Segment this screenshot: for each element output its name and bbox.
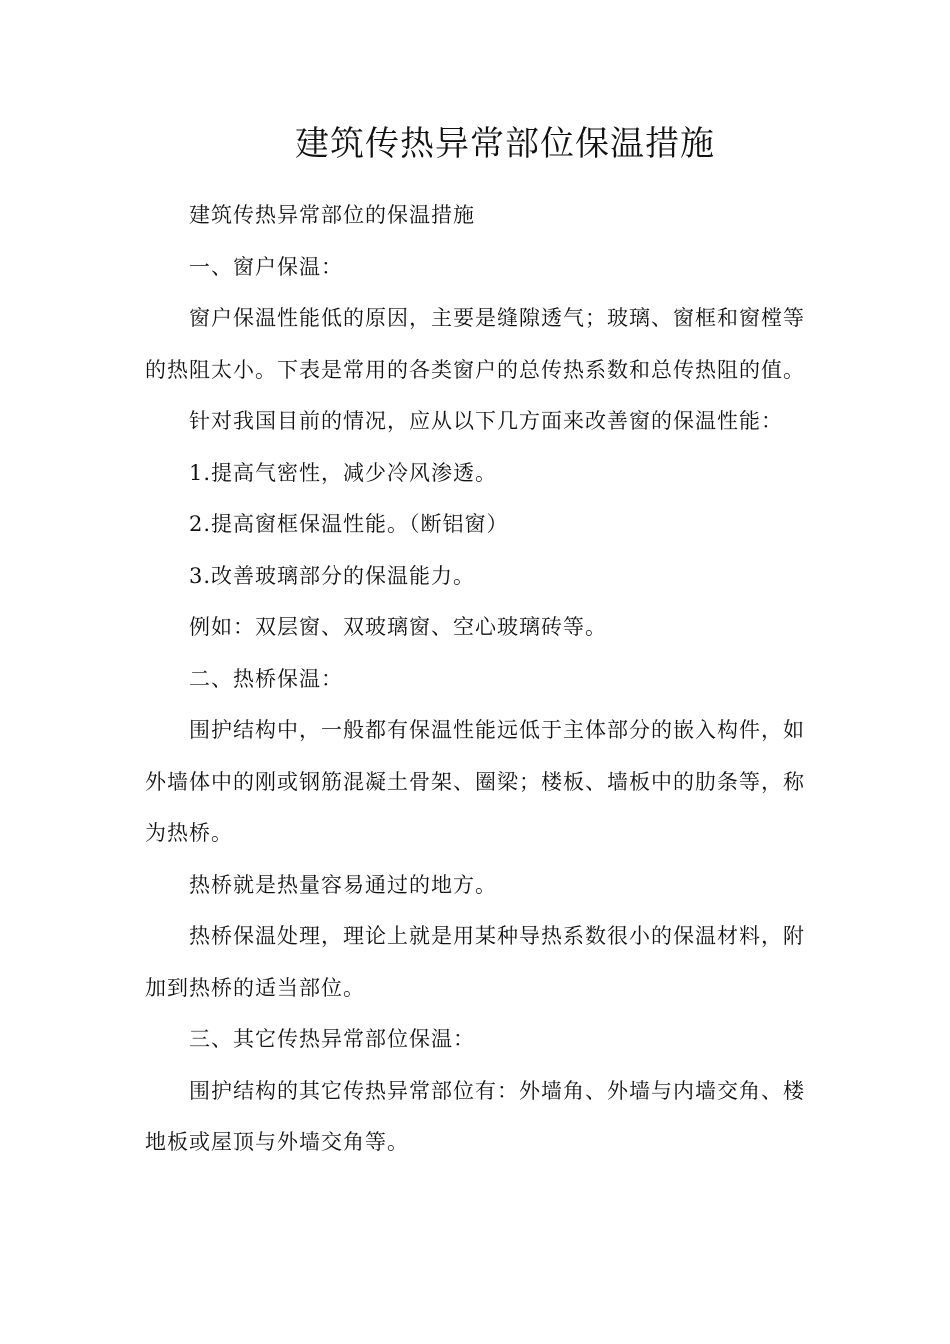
list-item: 1.提高气密性，减少冷风渗透。 [189, 460, 498, 485]
paragraph: 热桥保温处理，理论上就是用某种导热系数很小的保温材料，附加到热桥的适当部位。 [145, 924, 805, 1000]
list-item: 2.提高窗框保温性能。（断铝窗） [189, 512, 509, 536]
paragraph: 围护结构中，一般都有保温性能远低于主体部分的嵌入构件，如外墙体中的刚或钢筋混凝土骨架、圈梁；楼板、墙板中的肋条等，称为热桥。 [145, 718, 805, 845]
document-body [145, 190, 805, 1169]
paragraph: 例如：双层窗、双玻璃窗、空心玻璃砖等。 [189, 615, 607, 639]
paragraph: 热桥就是热量容易通过的地方。 [189, 872, 497, 897]
paragraph-subtitle: 建筑传热异常部位的保温措施 [189, 203, 475, 227]
paragraph: 窗户保温性能低的原因，主要是缝隙透气；玻璃、窗框和窗樘等的热阻太小。下表是常用的各类窗户的总传热系数和总传热阻的值。 [145, 306, 805, 382]
paragraph: 围护结构的其它传热异常部位有：外墙角、外墙与内墙交角、楼地板或屋顶与外墙交角等。 [145, 1078, 805, 1154]
list-item: 3.改善玻璃部分的保温能力。 [189, 563, 476, 588]
document-title: 建筑传热异常部位保温措施 [295, 124, 715, 164]
section-heading-thermal-bridge: 二、热桥保温： [189, 666, 343, 691]
section-heading-other: 三、其它传热异常部位保温： [189, 1027, 475, 1051]
section-heading-window: 一、窗户保温： [189, 254, 343, 279]
paragraph: 针对我国目前的情况，应从以下几方面来改善窗的保温性能： [189, 409, 783, 433]
